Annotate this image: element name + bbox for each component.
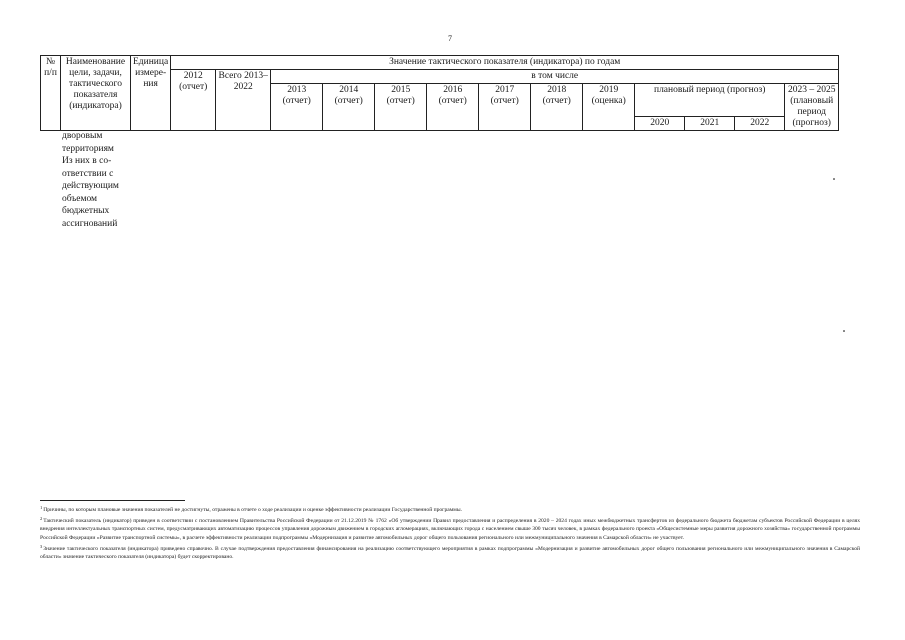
header-name: Наименование цели, задачи, тактического показателя (индикатора) — [61, 56, 131, 131]
indicators-table-wrap — [40, 55, 839, 131]
header-year-2018: 2018 (отчет) — [531, 84, 583, 131]
header-year-2017: 2017 (отчет) — [479, 84, 531, 131]
header-year-2020: 2020 — [635, 117, 685, 131]
continuation-line: территориям — [62, 143, 114, 154]
header-year-2016: 2016 (отчет) — [427, 84, 479, 131]
footnote-marker: 3 — [40, 543, 43, 549]
footnote-marker: 1 — [40, 505, 43, 510]
header-values-by-year: Значение тактического показателя (индикатора) по годам — [171, 56, 839, 70]
continuation-line: действующим — [62, 181, 119, 191]
continuation-line: объемом — [62, 193, 98, 204]
header-year-2012: 2012 (отчет) — [171, 70, 216, 131]
header-year-2013: 2013 (отчет) — [271, 84, 323, 131]
footnote-1 — [40, 504, 860, 514]
footnote-separator — [40, 500, 185, 501]
header-total: Всего 2013–2022 — [216, 70, 271, 131]
header-year-2021: 2021 — [685, 117, 735, 131]
header-years-2023-2025: 2023 – 2025 (плановый период (прогноз) — [785, 84, 839, 131]
continuation-line: Из них в со- — [62, 156, 112, 166]
continuation-line: ассигнований — [62, 218, 118, 229]
footnote-2-text: Тактический показатель (индикатор) приведен в соответствии с постановлением Правительства Российской Федерации от 21.12.2019 № 1762 «Об утверждении Правил предоставления и распределения в 2020 – 2024 годах иных межбюджетных трансфертов из федерального бюджета бюджетам субъектов Российской Федерации в целях внедрения интеллектуальных транспортных систем, предусматривающих автоматизацию процессов управления дорожным движением в городских агломерациях, включающих города с населением свыше 300 тысяч человек, в рамках федерального проекта «Общесистемные меры развития дорожного хозяйства» государственной программы Российской Федерации «Развитие транспортной системы», в расчете эффективности реализации подпрограммы «Модернизация и развитие автомобильных дорог общего пользования регионального или межмуниципального значения в Самарской области» не участвует. — [40, 517, 860, 541]
continuation-line: ответствии с — [62, 168, 114, 179]
header-year-2015: 2015 (отчет) — [375, 84, 427, 131]
header-plan-period: плановый период (прогноз) — [635, 84, 785, 117]
continuation-line: дворовым — [62, 131, 103, 141]
header-year-2014: 2014 (отчет) — [323, 84, 375, 131]
header-including: в том числе — [271, 70, 839, 84]
footnote-3-text: Значение тактического показателя (индикатора) приведено справочно. В случае подтверждения предоставления финансирования на реализацию соответствующего мероприятия в рамках подпрограммы «Модернизация и развитие автомобильных дорог общего пользования регионального или межмуниципального значения в Самарской области» значение тактического показателя (индикатора) будет скорректировано. — [40, 545, 860, 561]
continuation-line: бюджетных — [62, 206, 110, 216]
indicators-table — [40, 55, 839, 131]
scan-speck — [833, 178, 835, 180]
footnotes — [40, 504, 860, 562]
header-unit: Единица измере- ния — [131, 56, 171, 131]
header-number: № п/п — [41, 56, 61, 131]
footnote-marker: 2 — [40, 515, 43, 521]
header-year-2019: 2019 (оценка) — [583, 84, 635, 131]
footnote-1-text: Причины, по которым плановые значения показателей не достигнуты, отражены в отчете о ходе реализации и оценке эффективности реализации Государственной программы. — [43, 507, 462, 513]
scan-speck — [843, 330, 845, 332]
page-number: 7 — [448, 34, 452, 43]
footnote-2 — [40, 515, 860, 542]
header-year-2022: 2022 — [735, 117, 785, 131]
continuation-cell — [62, 130, 132, 230]
footnote-3 — [40, 543, 860, 562]
